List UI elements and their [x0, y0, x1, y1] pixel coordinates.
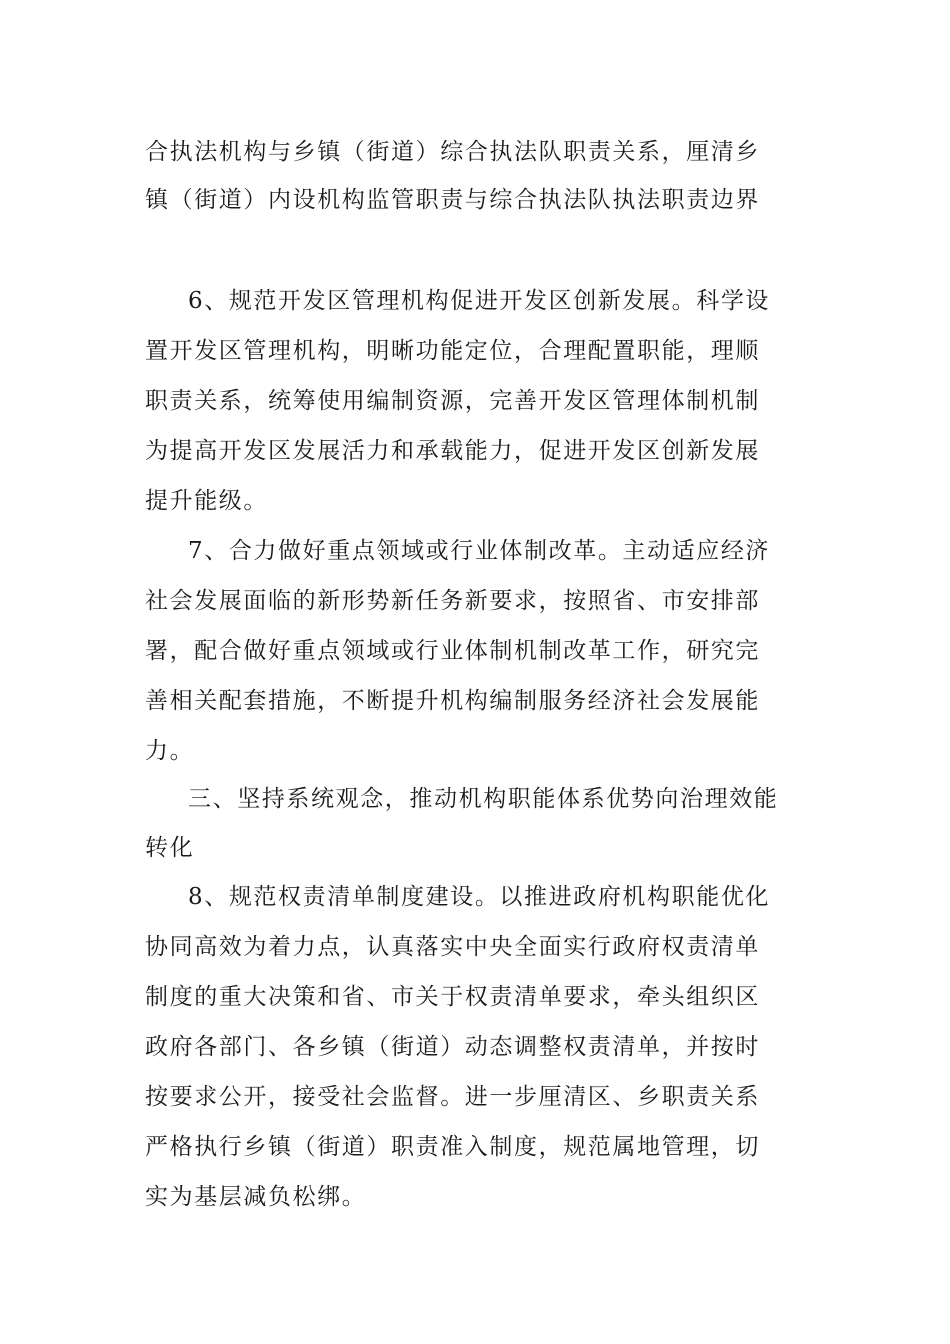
paragraph-8-heading: 8、规范权责清单制度建设。以推进政府机构职能优化 [188, 884, 771, 910]
section-3-heading: 三、坚持系统观念，推动机构职能体系优势向治理效能 [188, 786, 779, 812]
paragraph-6-heading: 6、规范开发区管理机构促进开发区创新发展。科学设 [188, 288, 771, 314]
text-line: 协同高效为着力点，认真落实中央全面实行政府权责清单 [145, 934, 760, 960]
text-line: 善相关配套措施，不断提升机构编制服务经济社会发展能 [145, 688, 760, 714]
paragraph-7-heading: 7、合力做好重点领域或行业体制改革。主动适应经济 [188, 538, 771, 564]
text-line: 合执法机构与乡镇（街道）综合执法队职责关系，厘清乡 [145, 139, 760, 165]
text-line: 镇（街道）内设机构监管职责与综合执法队执法职责边界 [145, 187, 760, 213]
text-line: 政府各部门、各乡镇（街道）动态调整权责清单，并按时 [145, 1034, 760, 1060]
text-line: 实为基层减负松绑。 [145, 1184, 367, 1210]
text-line: 社会发展面临的新形势新任务新要求，按照省、市安排部 [145, 588, 760, 614]
text-line: 转化 [145, 835, 195, 861]
text-line: 为提高开发区发展活力和承载能力，促进开发区创新发展 [145, 438, 760, 464]
text-line: 力。 [145, 738, 195, 764]
text-line: 提升能级。 [145, 488, 268, 514]
text-line: 按要求公开，接受社会监督。进一步厘清区、乡职责关系 [145, 1084, 760, 1110]
text-line: 署，配合做好重点领域或行业体制机制改革工作，研究完 [145, 638, 760, 664]
text-line: 职责关系，统筹使用编制资源，完善开发区管理体制机制 [145, 388, 760, 414]
text-line: 制度的重大决策和省、市关于权责清单要求，牵头组织区 [145, 984, 760, 1010]
text-line: 置开发区管理机构，明晰功能定位，合理配置职能，理顺 [145, 338, 760, 364]
text-line: 严格执行乡镇（街道）职责准入制度，规范属地管理，切 [145, 1134, 760, 1160]
